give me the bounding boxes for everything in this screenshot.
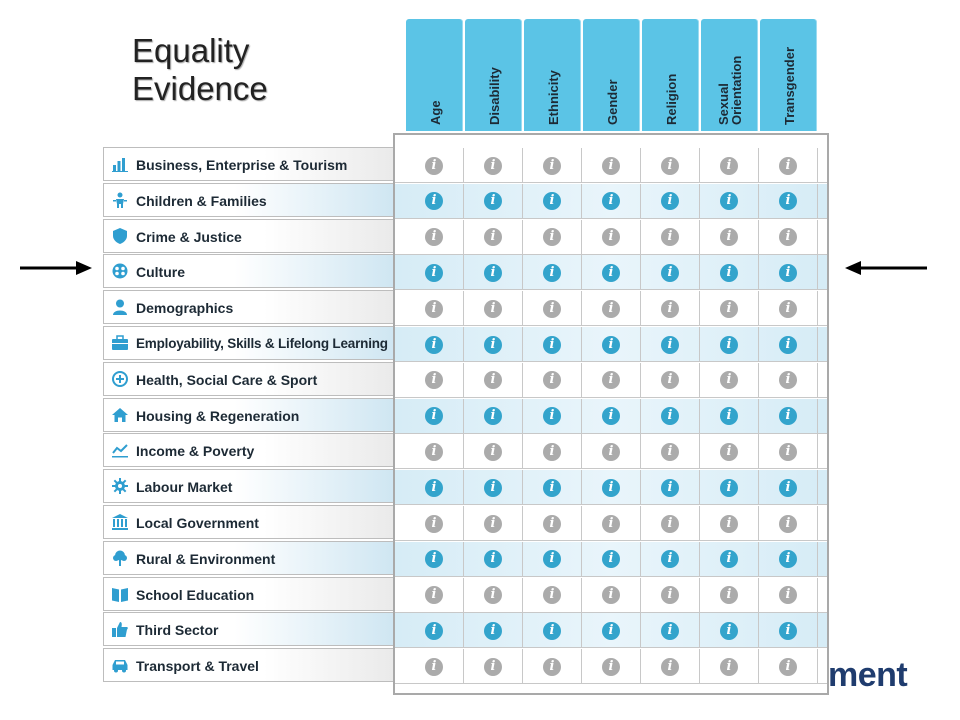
- info-icon[interactable]: i: [661, 586, 679, 604]
- info-icon[interactable]: i: [543, 264, 561, 282]
- info-icon[interactable]: i: [720, 157, 738, 175]
- tree-icon: [112, 550, 128, 566]
- info-icon[interactable]: i: [543, 336, 561, 354]
- grid-cell[interactable]: [405, 470, 464, 505]
- info-icon[interactable]: i: [425, 479, 443, 497]
- grid-cell[interactable]: [464, 542, 523, 577]
- category-item-school-education[interactable]: [103, 577, 394, 611]
- grid-cell[interactable]: [700, 148, 759, 183]
- category-label: Local Government: [136, 515, 259, 531]
- grid-cell[interactable]: [641, 613, 700, 648]
- info-icon[interactable]: i: [779, 479, 797, 497]
- grid-row-health-social-care-and-sport: [395, 363, 827, 398]
- grid-cell[interactable]: [759, 291, 818, 326]
- grid-cell[interactable]: [464, 399, 523, 434]
- grid-cell[interactable]: [464, 506, 523, 541]
- grid-cell[interactable]: [700, 649, 759, 684]
- grid-cell[interactable]: [700, 542, 759, 577]
- grid-cell[interactable]: [700, 220, 759, 255]
- grid-row-labour-market: [395, 470, 827, 505]
- grid-cell[interactable]: [405, 434, 464, 469]
- category-label: Demographics: [136, 300, 234, 317]
- category-label: Third Sector: [136, 622, 219, 639]
- info-icon[interactable]: i: [661, 658, 679, 676]
- person-icon: [112, 299, 128, 315]
- info-icon[interactable]: i: [720, 264, 738, 282]
- grid-row-business-enterprise-and-tourism: [395, 148, 827, 183]
- equality-grid: [393, 133, 829, 695]
- grid-cell[interactable]: [582, 506, 641, 541]
- category-label: Labour Market: [136, 479, 233, 496]
- grid-cell[interactable]: [405, 613, 464, 648]
- info-icon[interactable]: i: [425, 336, 443, 354]
- category-item-demographics[interactable]: [103, 290, 394, 324]
- grid-row-children-and-families: [395, 184, 827, 219]
- info-icon[interactable]: i: [543, 550, 561, 568]
- column-header-sexual-orientation: [701, 19, 758, 131]
- grid-cell[interactable]: [641, 291, 700, 326]
- grid-cell[interactable]: [523, 542, 582, 577]
- grid-cell[interactable]: [641, 649, 700, 684]
- grid-cell[interactable]: [405, 148, 464, 183]
- category-label: Business, Enterprise & Tourism: [136, 157, 348, 173]
- grid-cell[interactable]: [582, 255, 641, 290]
- grid-cell[interactable]: [464, 327, 523, 362]
- grid-cell[interactable]: [405, 578, 464, 613]
- category-label: Rural & Environment: [136, 550, 276, 567]
- info-icon[interactable]: i: [425, 300, 443, 318]
- info-icon[interactable]: i: [543, 407, 561, 425]
- column-header-religion: [642, 19, 699, 131]
- column-header-label: Religion: [663, 73, 679, 125]
- grid-cell[interactable]: [641, 506, 700, 541]
- info-icon[interactable]: i: [425, 407, 443, 425]
- info-icon[interactable]: i: [602, 300, 620, 318]
- grid-cell[interactable]: [700, 578, 759, 613]
- info-icon[interactable]: i: [720, 192, 738, 210]
- grid-cell[interactable]: [464, 363, 523, 398]
- grid-cell[interactable]: [405, 363, 464, 398]
- info-icon[interactable]: i: [484, 443, 502, 461]
- info-icon[interactable]: i: [602, 157, 620, 175]
- info-icon[interactable]: i: [602, 550, 620, 568]
- grid-cell[interactable]: [759, 255, 818, 290]
- grid-cell[interactable]: [759, 184, 818, 219]
- grid-cell[interactable]: [700, 399, 759, 434]
- book-icon: [112, 586, 128, 602]
- category-item-crime-and-justice[interactable]: [103, 219, 394, 253]
- grid-cell[interactable]: [464, 578, 523, 613]
- info-icon[interactable]: i: [543, 658, 561, 676]
- grid-cell[interactable]: [582, 327, 641, 362]
- info-icon[interactable]: i: [602, 336, 620, 354]
- category-label: Employability, Skills & Lifelong Learning: [136, 336, 388, 351]
- info-icon[interactable]: i: [425, 264, 443, 282]
- category-item-health-social-care-and-sport[interactable]: [103, 362, 394, 396]
- info-icon[interactable]: i: [602, 658, 620, 676]
- grid-cell[interactable]: [700, 184, 759, 219]
- grid-cell[interactable]: [700, 327, 759, 362]
- info-icon[interactable]: i: [602, 371, 620, 389]
- info-icon[interactable]: i: [484, 228, 502, 246]
- grid-cell[interactable]: [759, 542, 818, 577]
- info-icon[interactable]: i: [720, 228, 738, 246]
- plus-circle-icon: [112, 371, 128, 387]
- category-item-employability-skills-and-lifelong-learning[interactable]: [103, 326, 394, 360]
- info-icon[interactable]: i: [425, 550, 443, 568]
- category-label: Health, Social Care & Sport: [136, 371, 318, 388]
- info-icon[interactable]: i: [602, 586, 620, 604]
- grid-cell[interactable]: [464, 220, 523, 255]
- category-item-local-government[interactable]: [103, 505, 394, 539]
- grid-cell[interactable]: [641, 184, 700, 219]
- info-icon[interactable]: i: [661, 300, 679, 318]
- info-icon[interactable]: i: [484, 371, 502, 389]
- grid-cell[interactable]: [523, 399, 582, 434]
- info-icon[interactable]: i: [661, 371, 679, 389]
- column-header-transgender: [760, 19, 817, 131]
- grid-cell[interactable]: [641, 542, 700, 577]
- info-icon[interactable]: i: [720, 443, 738, 461]
- gear-icon: [112, 478, 128, 494]
- grid-cell[interactable]: [582, 578, 641, 613]
- grid-cell[interactable]: [759, 434, 818, 469]
- info-icon[interactable]: i: [484, 622, 502, 640]
- category-item-income-and-poverty[interactable]: [103, 433, 394, 467]
- thumbs-up-icon: [112, 621, 128, 637]
- grid-cell[interactable]: [641, 578, 700, 613]
- grid-cell[interactable]: [464, 291, 523, 326]
- info-icon[interactable]: i: [425, 658, 443, 676]
- column-header-label: Sexual Orientation: [715, 55, 744, 125]
- bar-chart-icon: [112, 156, 128, 172]
- grid-cell[interactable]: [759, 506, 818, 541]
- grid-cell[interactable]: [582, 399, 641, 434]
- category-item-culture[interactable]: [103, 254, 394, 288]
- grid-cell[interactable]: [582, 184, 641, 219]
- info-icon[interactable]: i: [425, 157, 443, 175]
- house-icon: [112, 407, 128, 423]
- grid-cell[interactable]: [523, 291, 582, 326]
- grid-cell[interactable]: [464, 255, 523, 290]
- info-icon[interactable]: i: [425, 371, 443, 389]
- category-label: Children & Families: [136, 192, 267, 209]
- grid-cell[interactable]: [641, 255, 700, 290]
- family-icon: [112, 192, 128, 208]
- info-icon[interactable]: i: [484, 192, 502, 210]
- right-pointer-arrow-icon: [845, 260, 927, 276]
- grid-cell[interactable]: [523, 434, 582, 469]
- info-icon[interactable]: i: [602, 515, 620, 533]
- info-icon[interactable]: i: [484, 300, 502, 318]
- grid-cell[interactable]: [405, 291, 464, 326]
- info-icon[interactable]: i: [543, 479, 561, 497]
- info-icon[interactable]: i: [661, 479, 679, 497]
- line-chart-icon: [112, 442, 128, 458]
- info-icon[interactable]: i: [543, 586, 561, 604]
- grid-cell[interactable]: [405, 327, 464, 362]
- category-label: Income & Poverty: [136, 443, 255, 460]
- info-icon[interactable]: i: [661, 407, 679, 425]
- info-icon[interactable]: i: [543, 443, 561, 461]
- grid-cell[interactable]: [759, 148, 818, 183]
- grid-cell[interactable]: [523, 363, 582, 398]
- info-icon[interactable]: i: [720, 336, 738, 354]
- category-label: Culture: [136, 264, 185, 281]
- info-icon[interactable]: i: [602, 407, 620, 425]
- grid-cell[interactable]: [523, 184, 582, 219]
- grid-cell[interactable]: [582, 291, 641, 326]
- car-icon: [112, 657, 128, 673]
- category-label: Transport & Travel: [136, 658, 259, 675]
- shield-icon: [112, 228, 128, 244]
- grid-cell[interactable]: [405, 542, 464, 577]
- info-icon[interactable]: i: [543, 622, 561, 640]
- info-icon[interactable]: i: [720, 515, 738, 533]
- category-item-business-enterprise-and-tourism[interactable]: [103, 147, 394, 181]
- grid-cell[interactable]: [464, 148, 523, 183]
- info-icon[interactable]: i: [720, 371, 738, 389]
- category-label: Housing & Regeneration: [136, 407, 300, 424]
- column-header-label: Gender: [604, 79, 620, 125]
- grid-cell[interactable]: [700, 434, 759, 469]
- grid-cell[interactable]: [700, 506, 759, 541]
- grid-cell[interactable]: [759, 470, 818, 505]
- info-icon[interactable]: i: [425, 622, 443, 640]
- info-icon[interactable]: i: [720, 300, 738, 318]
- info-icon[interactable]: i: [661, 157, 679, 175]
- info-icon[interactable]: i: [602, 228, 620, 246]
- grid-row-transport-and-travel: [395, 649, 827, 684]
- grid-cell[interactable]: [405, 184, 464, 219]
- info-icon[interactable]: i: [602, 264, 620, 282]
- grid-cell[interactable]: [582, 542, 641, 577]
- info-icon[interactable]: i: [484, 515, 502, 533]
- info-icon[interactable]: i: [602, 443, 620, 461]
- info-icon[interactable]: i: [779, 443, 797, 461]
- info-icon[interactable]: i: [779, 192, 797, 210]
- info-icon[interactable]: i: [779, 658, 797, 676]
- grid-row-income-and-poverty: [395, 434, 827, 469]
- info-icon[interactable]: i: [543, 192, 561, 210]
- grid-cell[interactable]: [641, 327, 700, 362]
- grid-cell[interactable]: [759, 578, 818, 613]
- info-icon[interactable]: i: [661, 228, 679, 246]
- info-icon[interactable]: i: [779, 622, 797, 640]
- grid-cell[interactable]: [523, 327, 582, 362]
- info-icon[interactable]: i: [602, 479, 620, 497]
- column-header-age: [406, 19, 463, 131]
- grid-row-employability-skills-and-lifelong-learning: [395, 327, 827, 362]
- info-icon[interactable]: i: [484, 586, 502, 604]
- grid-row-culture: [395, 255, 827, 290]
- info-icon[interactable]: i: [484, 479, 502, 497]
- info-icon[interactable]: i: [720, 622, 738, 640]
- grid-cell[interactable]: [700, 363, 759, 398]
- category-item-third-sector[interactable]: [103, 612, 394, 646]
- category-item-housing-and-regeneration[interactable]: [103, 398, 394, 432]
- info-icon[interactable]: i: [779, 371, 797, 389]
- info-icon[interactable]: i: [661, 515, 679, 533]
- info-icon[interactable]: i: [661, 550, 679, 568]
- grid-cell[interactable]: [641, 470, 700, 505]
- logo-text: ment: [828, 656, 908, 694]
- grid-cell[interactable]: [641, 399, 700, 434]
- grid-cell[interactable]: [759, 363, 818, 398]
- info-icon[interactable]: i: [543, 228, 561, 246]
- grid-cell[interactable]: [759, 327, 818, 362]
- grid-row-third-sector: [395, 613, 827, 648]
- info-icon[interactable]: i: [720, 550, 738, 568]
- info-icon[interactable]: i: [425, 515, 443, 533]
- info-icon[interactable]: i: [779, 157, 797, 175]
- grid-cell[interactable]: [405, 220, 464, 255]
- info-icon[interactable]: i: [779, 264, 797, 282]
- info-icon[interactable]: i: [602, 192, 620, 210]
- grid-cell[interactable]: [700, 470, 759, 505]
- grid-cell[interactable]: [523, 649, 582, 684]
- info-icon[interactable]: i: [720, 658, 738, 676]
- grid-cell[interactable]: [464, 613, 523, 648]
- info-icon[interactable]: i: [543, 371, 561, 389]
- grid-cell[interactable]: [405, 506, 464, 541]
- grid-row-rural-and-environment: [395, 542, 827, 577]
- grid-cell[interactable]: [759, 220, 818, 255]
- grid-cell[interactable]: [405, 649, 464, 684]
- grid-cell[interactable]: [405, 399, 464, 434]
- grid-cell[interactable]: [700, 255, 759, 290]
- info-icon[interactable]: i: [779, 407, 797, 425]
- grid-cell[interactable]: [582, 613, 641, 648]
- info-icon[interactable]: i: [484, 658, 502, 676]
- grid-cell[interactable]: [464, 470, 523, 505]
- info-icon[interactable]: i: [484, 157, 502, 175]
- column-header-label: Disability: [486, 67, 502, 125]
- category-label: Crime & Justice: [136, 228, 242, 245]
- category-item-rural-and-environment[interactable]: [103, 541, 394, 575]
- category-item-labour-market[interactable]: [103, 469, 394, 503]
- info-icon[interactable]: i: [779, 515, 797, 533]
- grid-row-crime-and-justice: [395, 220, 827, 255]
- info-icon[interactable]: i: [779, 550, 797, 568]
- info-icon[interactable]: i: [425, 443, 443, 461]
- government-building-icon: [112, 514, 128, 530]
- info-icon[interactable]: i: [484, 550, 502, 568]
- grid-cell[interactable]: [582, 649, 641, 684]
- info-icon[interactable]: i: [484, 407, 502, 425]
- grid-cell[interactable]: [464, 184, 523, 219]
- column-header-ethnicity: [524, 19, 581, 131]
- grid-cell[interactable]: [523, 148, 582, 183]
- category-label: School Education: [136, 586, 255, 603]
- page-title-line-2: Evidence: [132, 70, 268, 107]
- grid-cell[interactable]: [641, 434, 700, 469]
- grid-cell[interactable]: [523, 578, 582, 613]
- grid-cell[interactable]: [523, 255, 582, 290]
- column-header-gender: [583, 19, 640, 131]
- grid-row-school-education: [395, 578, 827, 613]
- grid-cell[interactable]: [582, 470, 641, 505]
- grid-cell[interactable]: [700, 613, 759, 648]
- column-header-label: Transgender: [781, 46, 797, 125]
- info-icon[interactable]: i: [661, 264, 679, 282]
- film-reel-icon: [112, 263, 128, 279]
- grid-cell[interactable]: [523, 220, 582, 255]
- info-icon[interactable]: i: [661, 192, 679, 210]
- info-icon[interactable]: i: [425, 192, 443, 210]
- info-icon[interactable]: i: [425, 228, 443, 246]
- grid-cell[interactable]: [641, 363, 700, 398]
- grid-cell[interactable]: [641, 220, 700, 255]
- grid-cell[interactable]: [523, 506, 582, 541]
- info-icon[interactable]: i: [543, 157, 561, 175]
- info-icon[interactable]: i: [720, 479, 738, 497]
- grid-cell[interactable]: [582, 363, 641, 398]
- briefcase-icon: [112, 335, 128, 351]
- category-item-transport-and-travel[interactable]: [103, 648, 394, 682]
- grid-row-housing-and-regeneration: [395, 399, 827, 434]
- info-icon[interactable]: i: [661, 443, 679, 461]
- info-icon[interactable]: i: [720, 586, 738, 604]
- grid-cell[interactable]: [759, 613, 818, 648]
- grid-cell[interactable]: [582, 434, 641, 469]
- info-icon[interactable]: i: [779, 586, 797, 604]
- info-icon[interactable]: i: [779, 300, 797, 318]
- info-icon[interactable]: i: [484, 336, 502, 354]
- info-icon[interactable]: i: [425, 586, 443, 604]
- grid-cell[interactable]: [523, 470, 582, 505]
- page-title: [132, 32, 268, 108]
- info-icon[interactable]: i: [720, 407, 738, 425]
- grid-cell[interactable]: [464, 649, 523, 684]
- grid-cell[interactable]: [405, 255, 464, 290]
- info-icon[interactable]: i: [543, 515, 561, 533]
- grid-cell[interactable]: [759, 649, 818, 684]
- column-header-label: Age: [427, 100, 443, 125]
- info-icon[interactable]: i: [484, 264, 502, 282]
- column-header-disability: [465, 19, 522, 131]
- grid-cell[interactable]: [759, 399, 818, 434]
- grid-row-local-government: [395, 506, 827, 541]
- grid-cell[interactable]: [582, 148, 641, 183]
- info-icon[interactable]: i: [661, 336, 679, 354]
- grid-cell[interactable]: [700, 291, 759, 326]
- info-icon[interactable]: i: [543, 300, 561, 318]
- info-icon[interactable]: i: [661, 622, 679, 640]
- info-icon[interactable]: i: [602, 622, 620, 640]
- info-icon[interactable]: i: [779, 336, 797, 354]
- grid-cell[interactable]: [464, 434, 523, 469]
- info-icon[interactable]: i: [779, 228, 797, 246]
- page-title-line-1: Equality: [132, 32, 250, 69]
- grid-cell[interactable]: [523, 613, 582, 648]
- grid-cell[interactable]: [641, 148, 700, 183]
- column-header-label: Ethnicity: [545, 70, 561, 125]
- grid-row-demographics: [395, 291, 827, 326]
- grid-cell[interactable]: [582, 220, 641, 255]
- category-item-children-and-families[interactable]: [103, 183, 394, 217]
- left-pointer-arrow-icon: [20, 260, 92, 276]
